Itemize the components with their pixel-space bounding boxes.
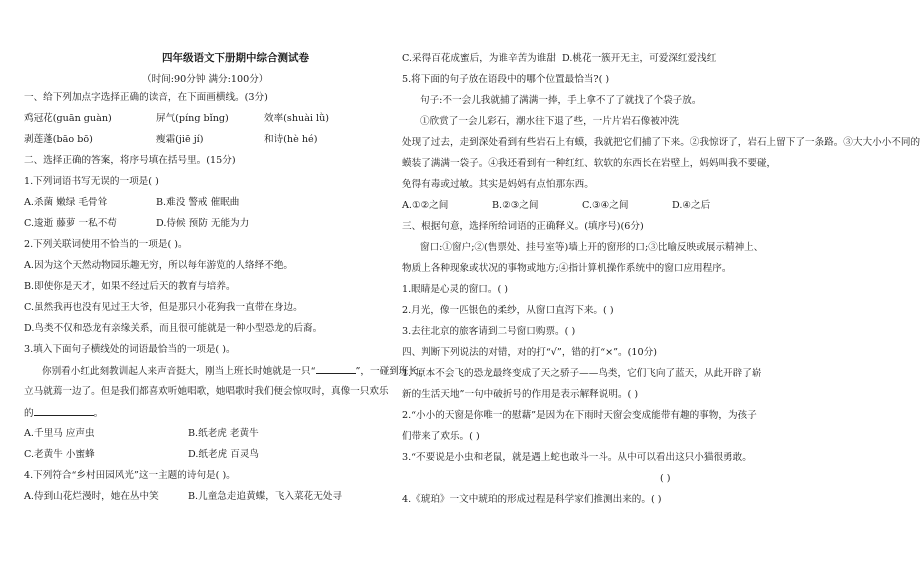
- question-3-passage: 的 。: [24, 408, 104, 419]
- item-1: 1.眼睛是心灵的窗口。( ): [402, 284, 509, 295]
- pinyin-item: 剥莲蓬(bāo bō): [24, 134, 93, 145]
- option-c: C.采得百花成蜜后，为谁辛苦为谁甜: [402, 53, 556, 64]
- option-c: C.虽然我再也没有见过王大爷，但是那只小花狗我一直带在身边。: [24, 302, 303, 313]
- judge-2: 2.“小小的天窗是你唯一的慰藉”是因为在下雨时天窗会变成能带有趣的事物，为孩子: [402, 410, 757, 421]
- question-2: 2.下列关联词使用不恰当的一项是( )。: [24, 239, 188, 250]
- option-a: A.千里马 应声虫: [24, 428, 95, 439]
- question-5-sentence: 句子:不一会儿我就捕了满满一捧，手上拿不了了就找了个袋子放。: [420, 95, 702, 106]
- item-3: 3.去往北京的旅客请到二号窗口购票。( ): [402, 326, 576, 337]
- pinyin-item: 瘦霜(jiē jí): [156, 134, 204, 145]
- judge-1: 1.“原本不会飞的恐龙最终变成了天之骄子——鸟类，它们飞向了蓝天，从此开辟了崭: [402, 368, 762, 379]
- pinyin-item: 和诗(hè hé): [264, 134, 318, 145]
- judge-1: 新的生活天地”一句中破折号的作用是表示解释说明。( ): [402, 389, 639, 400]
- option-c: C.老黄牛 小蜜蜂: [24, 449, 95, 460]
- definition-text: 物质上各种现象或状况的事物或地方;④指计算机操作系统中的窗口应用程序。: [402, 263, 732, 274]
- option-c: C.③④之间: [582, 200, 629, 211]
- exam-meta: （时间:90分钟 满分:100分）: [142, 74, 269, 85]
- option-c: C.逡逝 藤萝 一私不苟: [24, 218, 117, 229]
- option-a: A.因为这个天然动物园乐趣无穷，所以每年游览的人络绎不绝。: [24, 260, 294, 271]
- option-b: B.儿童急走追黄蝶，飞入菜花无处寻: [188, 491, 343, 502]
- section-4-heading: 四、判断下列说法的对错，对的打“√”，错的打“×”。(10分): [402, 347, 657, 358]
- option-d: D.纸老虎 百灵鸟: [188, 449, 260, 460]
- option-a: A.杀菌 嫩绿 毛骨耸: [24, 197, 108, 208]
- question-5-passage: 免得有毒或过敏。其实是妈妈有点怕那东西。: [402, 179, 594, 190]
- option-d: D.侍候 预防 无能为力: [156, 218, 250, 229]
- question-4: 4.下列符合“乡村田园风光”这一主题的诗句是( )。: [24, 470, 236, 481]
- question-5-passage: 蟆装了满满一袋子。④我还看到有一种红红、软软的东西长在岩壁上，妈妈叫我不要碰，: [402, 158, 777, 169]
- option-b: B.②③之间: [492, 200, 539, 211]
- judge-3: 3.“不要说是小虫和老鼠，就是遇上蛇也敢斗一斗。从中可以看出这只小猫很勇敢。: [402, 452, 752, 463]
- option-d: D.④之后: [672, 200, 711, 211]
- answer-blank[interactable]: [316, 364, 356, 374]
- question-5: 5.将下面的句子放在语段中的哪个位置最恰当?( ): [402, 74, 610, 85]
- item-2: 2.月光，像一匹银色的柔纱，从窗口直泻下来。( ): [402, 305, 614, 316]
- option-d: D.鸟类不仅和恐龙有亲缘关系，而且很可能就是一种小型恐龙的后裔。: [24, 323, 323, 334]
- question-3: 3.填入下面句子横线处的词语最恰当的一项是( )。: [24, 344, 236, 355]
- option-a: A.①②之间: [402, 200, 449, 211]
- pinyin-item: 效率(shuài lǜ): [264, 113, 330, 124]
- question-5-passage: ①欣赏了一会儿彩石，潮水往下退了些，一片片岩石像被冲洗: [420, 116, 680, 127]
- option-a: A.侍到山花烂漫时，她在丛中笑: [24, 491, 159, 502]
- judge-2: 们带来了欢乐。( ): [402, 431, 480, 442]
- judge-4: 4.《琥珀》一文中琥珀的形成过程是科学家们推测出来的。( ): [402, 494, 662, 505]
- question-3-passage: 立马就蔫一边了。但是我们都喜欢听她唱歌，她唱歌时我们便会惊叹时，真像一只欢乐: [24, 386, 389, 397]
- answer-blank[interactable]: [34, 406, 94, 416]
- question-1: 1.下列词语书写无误的一项是( ): [24, 176, 159, 187]
- option-b: B.纸老虎 老黄牛: [188, 428, 259, 439]
- definition-text: 窗口:①窗户;②(售票处、挂号室等)墙上开的窗形的口;③比喻反映或展示精神上、: [420, 242, 764, 253]
- question-3-passage: 你别看小红此刻教训起人来声音挺大，刚当上班长时她就是一只“ ”，一碰到班长，: [42, 366, 428, 377]
- section-3-heading: 三、根据句意，选择所给词语的正确释义。(填序号)(6分): [402, 221, 644, 232]
- page-title: 四年级语文下册期中综合测试卷: [162, 52, 309, 64]
- option-b: B.难没 警戒 催眠曲: [156, 197, 240, 208]
- option-d: D.桃花一簇开无主，可爱深红爱浅红: [562, 53, 717, 64]
- pinyin-item: 鸡冠花(guān guàn): [24, 113, 112, 124]
- option-b: B.即使你是天才，如果不经过后天的教育与培养。: [24, 281, 236, 292]
- section-1-heading: 一、给下列加点字选择正确的读音，在下面画横线。(3分): [24, 92, 268, 103]
- section-2-heading: 二、选择正确的答案，将序号填在括号里。(15分): [24, 155, 236, 166]
- question-5-passage: 处现了过去，走到深处看到有些岩石上有蟆，我就把它们捕了下来。②我惊讶了，岩石上留下了一条路。③大大小小不同的: [402, 137, 920, 148]
- pinyin-item: 屏气(píng bǐng): [156, 113, 229, 124]
- judge-3-bracket: ( ): [660, 473, 671, 484]
